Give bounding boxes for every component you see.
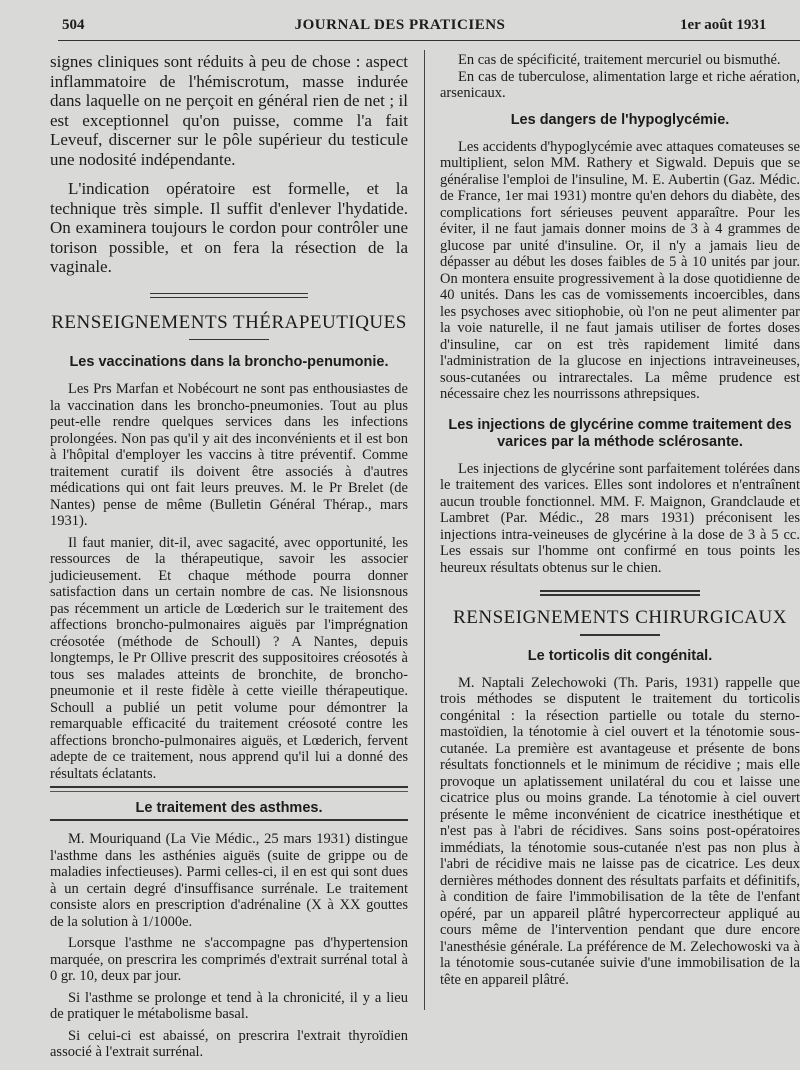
article-title-torticolis: Le torticolis dit congénital. (527, 647, 713, 664)
section-title-therapeutiques: RENSEIGNEMENTS THÉRAPEUTIQUES (51, 311, 407, 333)
article-title-glycerine: Les injections de glycérine comme traitement des varices par la méthode sclérosante. (448, 416, 792, 450)
running-header (0, 0, 800, 48)
paragraph-asthmes-2: Lorsque l'asthme ne s'accompagne pas d'hypertension marquée, on prescrira les comprimés d'extrait surrénal total à 0 gr. 10, deux par jour. (50, 935, 408, 984)
paragraph-asthmes-3: Si l'asthme se prolonge et tend à la chronicité, il y a lieu de pratiquer le métabolisme basal. (50, 989, 408, 1022)
paragraph-tuberculose: En cas de tuberculose, alimentation large et riche aération, arsenicaux. (440, 68, 800, 101)
issue-date: 1er août 1931 (680, 17, 767, 33)
paragraph-vaccinations-2: Il faut manier, dit-il, avec sagacité, avec opportunité, les ressources de la thérapeutique, savoir les associer judicieusement. Et chaque méthode pourra donner satisfaction dans un certain nombre de cas. Ne lisionsnous pas récemment un article de Lœderich sur le traitement des affections broncho-pulmonaires aiguës par l'imprégnation créosotée (méthode de Schoull) ? A Nantes, depuis longtemps, le Pr Ollive prescrit des suppositoires créosotés à tous ses malades atteints de bronchite, de broncho-pneumonie et il reste fidèle à cette vieille thérapeutique. Schoull a publié un petit volume pour démontrer la remarquable efficacité du traitement créosoté contre les affections broncho-pulmonaires aiguës, et Lœderich, fervent adepte de ce traitement, nous apprend qu'il lui a donné des résultats éclatants. (50, 534, 408, 782)
article-separator (50, 782, 408, 796)
article-title-vaccinations: Les vaccinations dans la broncho-penumonie. (69, 354, 389, 370)
left-column (50, 52, 408, 1061)
section-ornament (50, 291, 408, 303)
paragraph-hydatid-treatment: L'indication opératoire est formelle, et la technique très simple. Il suffit d'enlever l'hydatide. On examinera toujours le cordon pour contrôler une torison possible, et on fera la résection de la vaginale. (50, 179, 408, 276)
paragraph-glycerine: Les injections de glycérine sont parfaitement tolérées dans le traitement des varices. Elles sont indolores et n'entraînent aucun trouble fonctionnel. MM. F. Maignon, Grandclaude et Lambret (Par. Médic., 28 mars 1931) préconisent les injections intra-veineuses de glycérine à la dose de 3 à 5 cc. Les essais sur l'homme ont confirmé en tous points les heureux résultats obtenus sur le chien. (440, 460, 800, 576)
paragraph-asthmes-1: M. Mouriquand (La Vie Médic., 25 mars 1931) distingue l'asthme dans les asthénies aiguës (suite de grippe ou de maladies infectieuses). Parmi celles-ci, il en est qui sont dues à un certain degré d'insuffisance surrénale. Le traitement consiste alors en prescription d'adrénaline (X à XX gouttes de la solution à 1/1000e. (50, 831, 408, 930)
article-title-asthmes: Le traitement des asthmes. (135, 800, 323, 816)
article-separator-2 (50, 817, 408, 831)
paragraph-torticolis: M. Naptali Zelechowoki (Th. Paris, 1931) rappelle que trois méthodes se disputent le traitement du torticolis congénital : la résection partielle ou totale du sterno-mastoïdien, la ténotomie à ciel ouvert et la ténotomie sous-cutanée. La première est avantageuse et présente de bons résultats fonctionnels et le minimum de récidive ; mais elle provoque un aplatissement unilatéral du cou et laisse une cicatrice plus ou moins grande. La ténotomie à ciel ouvert présente le même inconvénient de cicatrice inesthétique et n'est pas à l'abri de récidives. Sans soins post-opératoires immédiats, la ténotomie sous-cutanée n'est pas non plus à l'abri de récidive mais ne laisse pas de cicatrice. Les deux dernières méthodes donnent des résultats parfaits et définitifs, à condition de faire l'immobilisation de la tête de l'enfant opéré, par un appareil plâtré hypercorrecteur appliqué au cours même de l'intervention pendant que dure encore l'anesthésie générale. La préférence de M. Zelechowoski va à la ténotomie sous-cutanée suivie d'une immobilisation de la tête en appareil plâtré. (440, 674, 800, 988)
paragraph-asthmes-4: Si celui-ci est abaissé, on prescrira l'extrait thyroïdien associé à l'extrait surrénal. (50, 1027, 408, 1060)
right-column (440, 52, 800, 988)
page-number: 504 (62, 17, 85, 33)
section-title-chirurgicaux: RENSEIGNEMENTS CHIRURGICAUX (453, 607, 787, 628)
header-rule (58, 40, 800, 41)
journal-title: JOURNAL DES PRATICIENS (294, 17, 506, 33)
section-ornament-2 (440, 588, 800, 600)
column-divider (424, 50, 425, 1010)
paragraph-vaccinations-1: Les Prs Marfan et Nobécourt ne sont pas enthousiastes de la vaccination dans les broncho-pneumonies. Tout au plus peut-elle rendre quelques services dans les infections prolongées. Non pas qu'il y ait des inconvénients et il est bon à l'hôpital d'employer les vaccins à titre préventif. Comme traitement curatif ils doivent être associés à d'autres médications qui ont fait leurs preuves. M. le Pr Brelet (de Nantes) pense de même (Bulletin Général Thérap., mars 1931). (50, 381, 408, 529)
paragraph-hydatid-signs: signes cliniques sont réduits à peu de chose : aspect inflammatoire de l'hémiscrotum, masse indurée dans laquelle on ne perçoit en général rien de net ; il est exceptionnel qu'on puisse, comme l'a fait Leveuf, discerner sur le pôle supérieur du testicule une nodosité indépendante. (50, 52, 408, 169)
paragraph-specificite: En cas de spécificité, traitement mercuriel ou bismuthé. (458, 52, 781, 68)
article-title-hypoglycemie: Les dangers de l'hypoglycémie. (510, 111, 730, 128)
paragraph-hypoglycemie: Les accidents d'hypoglycémie avec attaques comateuses se multiplient, selon MM. Rathery et Sigwald. Depuis que se généralise l'emploi de l'insuline, M. E. Aubertin (Gaz. Médic. de France, 1er mai 1931) montre qu'en dehors du diabète, des complications fort sérieuses peuvent apparaître. Pour les éviter, il ne faut jamais donner moins de 3 à 4 grammes de glucose par unité d'insuline. Or, il n'y a jamais lieu de dépasser au début les doses faibles de 5 à 10 unités par jour. On montera ensuite progressivement à la dose quotidienne de 40 unités. Dans les cas de vomissements incoercibles, dans les psychoses avec sitiophobie, où l'on ne peut alimenter par la voie naturelle, il ne faut jamais utiliser de fortes doses d'insuline, car on est très rapidement limité dans l'administration de la glucose en injections intraveineuses, sous-cutanées ou intrarectales. La même prudence est nécessaire chez les nourrissons athrepsiques. (440, 138, 800, 402)
